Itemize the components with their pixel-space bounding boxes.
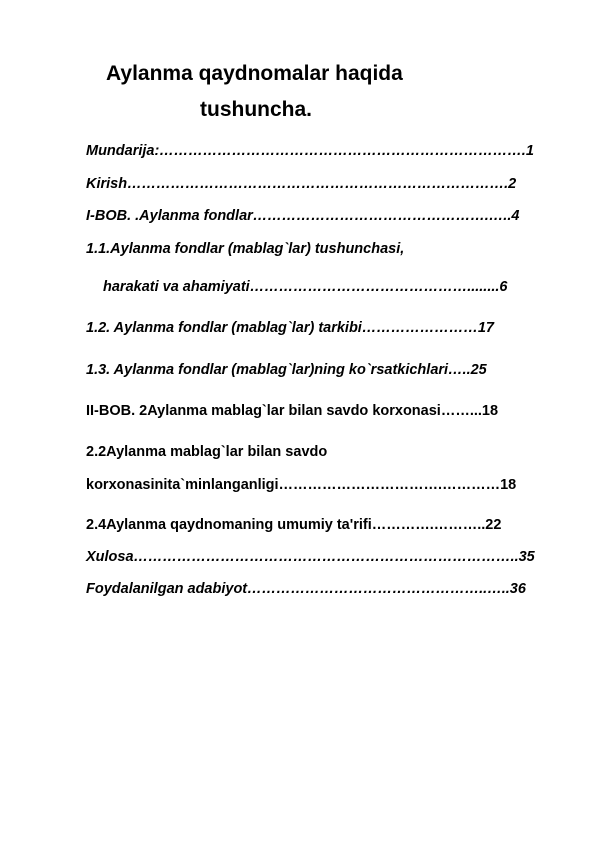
toc-entry-1-1: 1.1.Aylanma fondlar (mablag`lar) tushunchasi, (86, 241, 405, 257)
toc-entry-adabiyot: Foydalanilgan adabiyot…………………………………………..…..36 (86, 581, 526, 597)
toc-entry-1-3: 1.3. Aylanma fondlar (mablag`lar)ning ko`rsatkichlari…..25 (86, 362, 487, 378)
toc-entry-2-2: 2.2Aylanma mablag`lar bilan savdo (86, 444, 328, 460)
toc-entry-2-2-cont: korxonasinita`minlanganligi…………………………….…………18 (86, 477, 517, 493)
document-title-line-1: Aylanma qaydnomalar haqida (106, 62, 403, 85)
toc-entry-mundarija: Mundarija:………………………………………………………………….1 (86, 143, 534, 159)
toc-entry-2-4: 2.4Aylanma qaydnomaning umumiy ta'rifi………….………..22 (86, 517, 502, 533)
document-title-line-2: tushuncha. (200, 98, 313, 121)
toc-entry-chapter-1: I-BOB. .Aylanma fondlar………………………………………….…..4 (86, 208, 520, 224)
toc-entry-1-2: 1.2. Aylanma fondlar (mablag`lar) tarkibi……………………17 (86, 320, 494, 336)
toc-entry-chapter-2: II-BOB. 2Aylanma mablag`lar bilan savdo korxonasi……...18 (86, 403, 499, 419)
toc-entry-kirish: Kirish…………………………………………………………………….2 (86, 176, 517, 192)
toc-entry-xulosa: Xulosa……………………………………………………………………..35 (86, 549, 535, 565)
toc-entry-1-1-cont: harakati va ahamiyati………………………………………........6 (103, 279, 508, 295)
